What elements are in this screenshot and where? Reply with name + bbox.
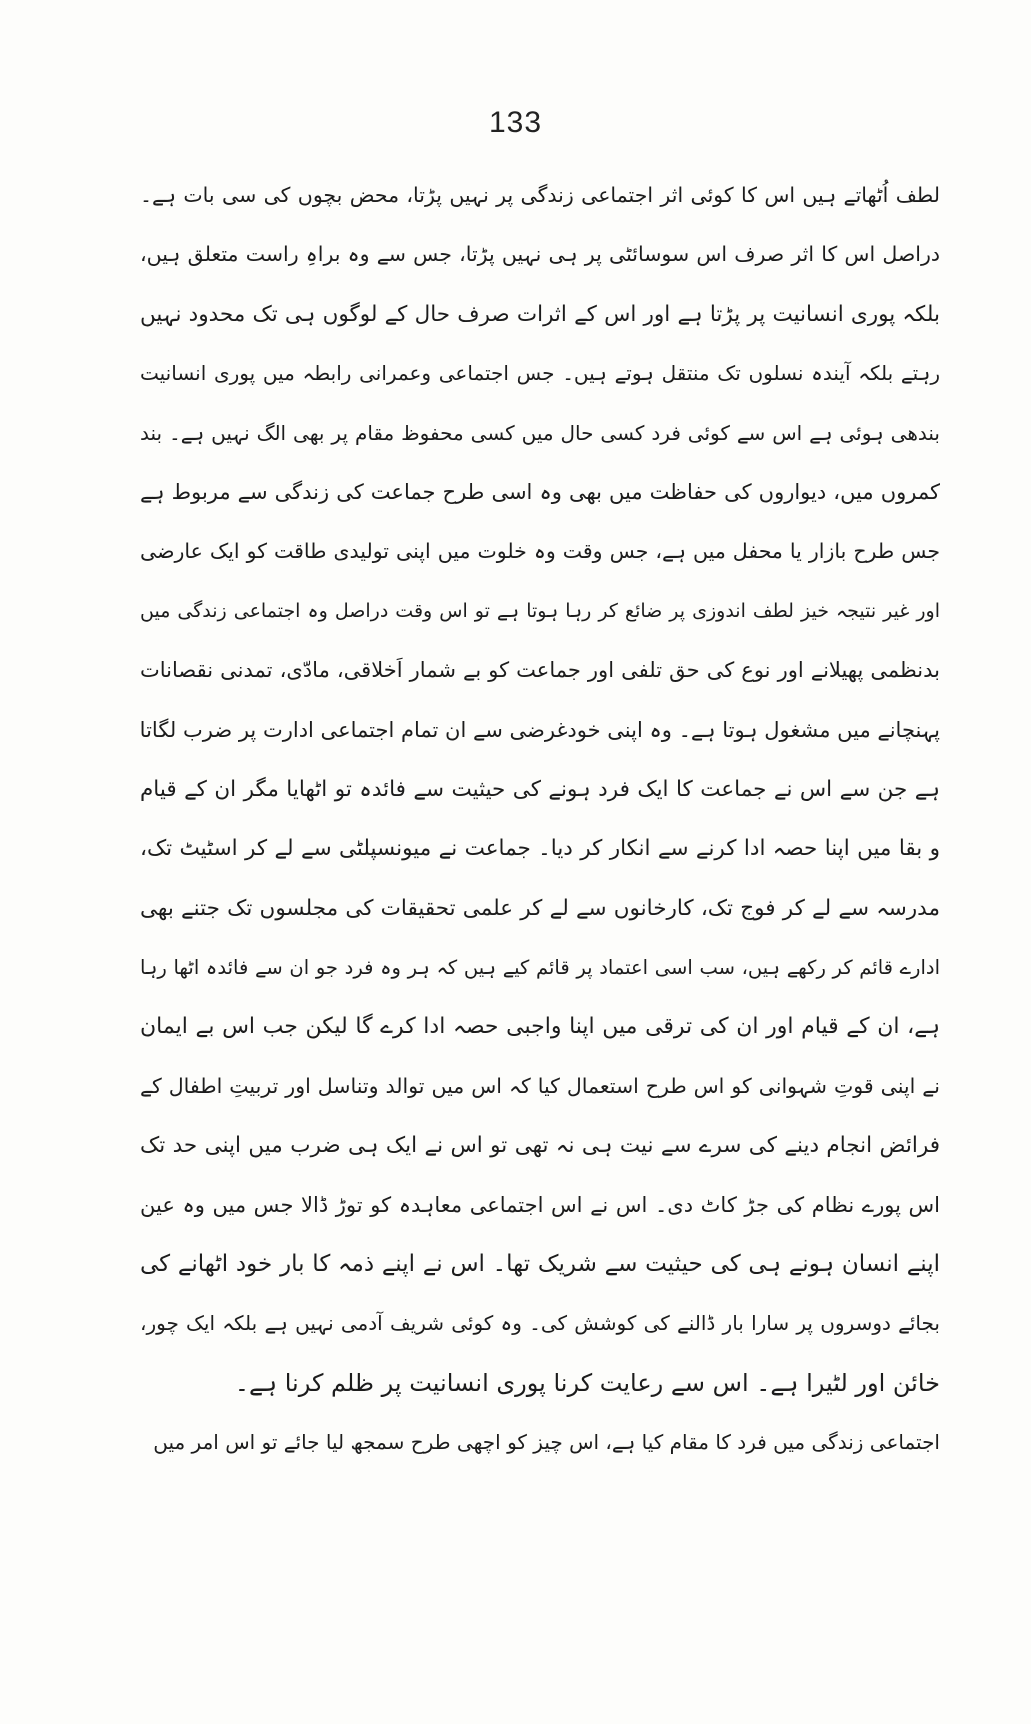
text-line: ہے، ان کے قیام اور ان کی ترقی میں اپنا واجبی حصہ ادا کرے گا لیکن جب اس بے ایمان	[140, 1014, 940, 1040]
text-line: رہتے بلکہ آیندہ نسلوں تک منتقل ہوتے ہیں۔ جس اجتماعی وعمرانی رابطہ میں پوری انسانیت	[140, 361, 940, 386]
text-line: اجتماعی زندگی میں فرد کا مقام کیا ہے، اس چیز کو اچھی طرح سمجھ لیا جائے تو اس امر میں	[153, 1430, 940, 1455]
text-line: فرائض انجام دینے کی سرے سے نیت ہی نہ تھی تو اس نے ایک ہی ضرب میں اپنی حد تک	[140, 1133, 940, 1159]
text-line: اور غیر نتیجہ خیز لطف اندوزی پر ضائع کر رہا ہوتا ہے تو اس وقت دراصل وہ اجتماعی زندگی میں	[140, 599, 940, 622]
text-line: بدنظمی پھیلانے اور نوع کی حق تلفی اور جماعت کو بے شمار اَخلاقی، مادّی، تمدنی نقصانات	[140, 658, 940, 683]
page-number: 133	[488, 106, 543, 139]
text-line: پہنچانے میں مشغول ہوتا ہے۔ وہ اپنی خودغرضی سے ان تمام اجتماعی ادارت پر ضرب لگاتا	[140, 717, 940, 742]
text-line: لطف اُٹھاتے ہیں اس کا کوئی اثر اجتماعی زندگی پر نہیں پڑتا، محض بچوں کی سی بات ہے۔	[140, 183, 940, 207]
text-line: بلکہ پوری انسانیت پر پڑتا ہے اور اس کے اثرات صرف حال کے لوگوں ہی تک محدود نہیں	[140, 301, 940, 327]
text-line: مدرسہ سے لے کر فوج تک، کارخانوں سے لے کر علمی تحقیقات کی مجلسوں تک جتنے بھی	[140, 895, 940, 921]
text-line: اپنے انسان ہونے ہی کی حیثیت سے شریک تھا۔ اس نے اپنے ذمہ کا بار خود اٹھانے کی	[140, 1251, 940, 1278]
text-line: دراصل اس کا اثر صرف اس سوسائٹی پر ہی نہیں پڑتا، جس سے وہ براہِ راست متعلق ہیں،	[140, 242, 940, 267]
text-line: ادارے قائم کر رکھے ہیں، سب اسی اعتماد پر قائم کیے ہیں کہ ہر وہ فرد جو ان سے فائدہ اٹھا رہا	[140, 956, 940, 980]
text-line: خائن اور لٹیرا ہے۔ اس سے رعایت کرنا پوری انسانیت پر ظلم کرنا ہے۔	[234, 1368, 940, 1397]
text-line: بندھی ہوئی ہے اس سے کوئی فرد کسی حال میں کسی محفوظ مقام پر بھی الگ نہیں ہے۔ بند	[140, 420, 940, 445]
text-line: و بقا میں اپنا حصہ ادا کرنے سے انکار کر دیا۔ جماعت نے میونسپلٹی سے لے کر اسٹیٹ تک،	[140, 836, 940, 862]
text-line: اس پورے نظام کی جڑ کاٹ دی۔ اس نے اس اجتماعی معاہدہ کو توڑ ڈالا جس میں وہ عین	[140, 1192, 940, 1217]
body-text	[140, 166, 940, 1473]
text-line: کمروں میں، دیواروں کی حفاظت میں بھی وہ اسی طرح جماعت کی زندگی سے مربوط ہے	[140, 479, 940, 504]
text-line: بجائے دوسروں پر سارا بار ڈالنے کی کوشش کی۔ وہ کوئی شریف آدمی نہیں ہے بلکہ ایک چور،	[140, 1311, 940, 1336]
text-line: جس طرح بازار یا محفل میں ہے، جس وقت وہ خلوت میں اپنی تولیدی طاقت کو ایک عارضی	[140, 539, 940, 564]
text-line: نے اپنی قوتِ شہوانی کو اس طرح استعمال کیا کہ اس میں توالد وتناسل اور تربیتِ اطفال کے	[140, 1073, 940, 1098]
text-line: ہے جن سے اس نے جماعت کا ایک فرد ہونے کی حیثیت سے فائدہ تو اٹھایا مگر ان کے قیام	[140, 776, 940, 802]
